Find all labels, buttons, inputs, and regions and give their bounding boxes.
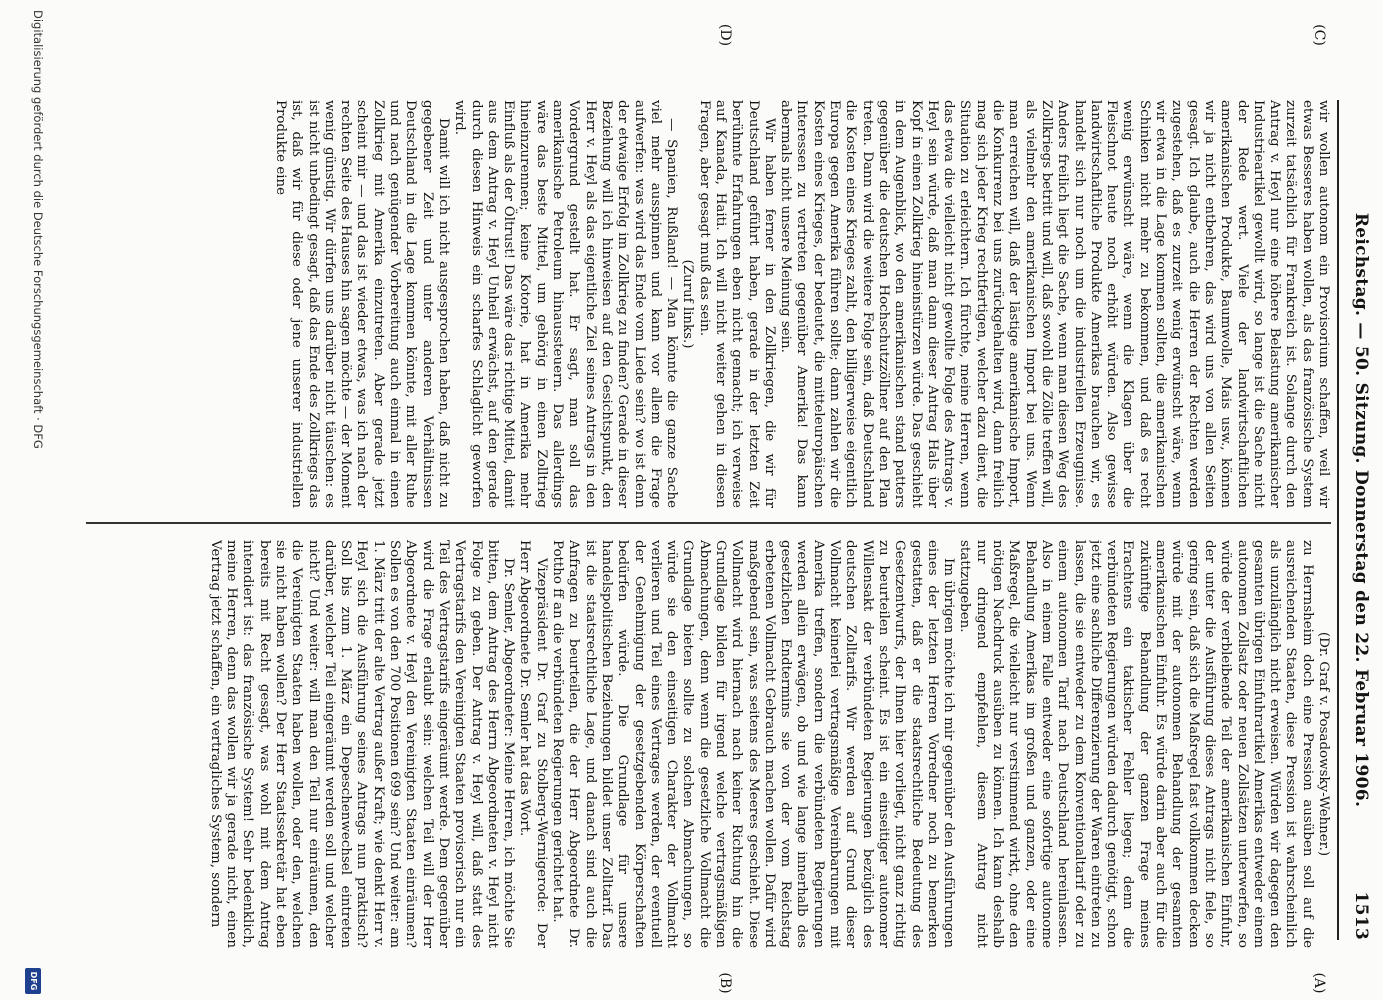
paragraph: (Zuruf links.) xyxy=(680,259,696,349)
paragraph: Damit will ich nicht ausgesprochen haben, daß nicht zu gegebener Zeit und unter anderen Verhältnissen Deutschland in die Lage kommen könnte, mit aller Ruhe und nach genügender Vorbereitung auch einmal in einen Zollkrieg mit Amerika einzutreten. Aber gerade jetzt scheint mir — und das ist wieder etwas, was ich nach der rechten Seite des Hauses hin sagen möchte — der Moment wenig günstig. Wir dürfen uns darüber nicht täuschen: es ist nicht unbedingt gesagt, daß das Ende des Zollkriegs das ist, daß wir für diese oder jene unserer industriellen Produkte eine xyxy=(273,100,451,508)
margin-letter-d: (D) xyxy=(717,23,733,47)
running-head xyxy=(1339,80,1375,940)
paragraph: Vizepräsident Dr. Graf zu Stolberg-Wernigerode: Der Herr Abgeordnete Dr. Semler hat das Wort. xyxy=(517,540,549,948)
paragraph: — Spanien, Rußland! — Man könnte die ganze Sache viel mehr ausspinnen und kann vor allem die Frage aufwerfen: was wird das Ende vom Liede sein? wo ist denn der etwaige Erfolg im Zollkrieg zu finden? Gerade in dieser Beziehung will ich hinweisen auf den Gesichtspunkt, den Herr v. Heyl als das eigentliche Ziel seines Antrags in den Vordergrund gestellt hat. Er sagt, man soll das amerikanische Petroleum hinaussteuern. Das allerdings wäre das beste Mittel, um gehörig in einen Zolltrieg hineinzurennen; keine Kotorie, hat in Amerika mehr Einfluß als der Öltrust! Das wäre das richtige Mittel, damit aus dem Antrag v. Heyl Unheil erwächst, auf den gerade durch diesen Hinweis ein scharfes Schlaglicht geworfen wird. xyxy=(452,100,680,508)
margin-letter-b: (B) xyxy=(717,972,733,994)
margin-letter-a: (A) xyxy=(1311,972,1327,994)
page-title: Reichstag. — 50. Sitzung. Donnerstag den 22. Februar 1906. xyxy=(1351,212,1371,808)
paragraph: Im übrigen möchte ich mir gegenüber den Ausführungen eines der letzten Herren Vorredner noch zu bemerken gestatten, daß er die staatsrechtliche Bedeutung des Gesetzentwurfs, der Ihnen hier vorliegt, nicht ganz richtig zu beurteilen scheint. Es ist ein einseitiger autonomer Willensakt der verbündeten Regierungen bezüglich des deutschen Zolltarifs. Wir werden auf Grund dieser Vollmacht keinerlei vertragsmäßige Vereinbarungen mit Amerika treffen, sondern die verbündeten Regierungen werden allein erwägen, ob und wie lange innerhalb des gesetzlichen Endtermins sie von der vom Reichstag erbetenen Vollmacht Gebrauch machen wollen. Dafür wird maßgebend sein, was seitens des Meeres geschieht. Diese Vollmacht wird hiernach nach keiner Richtung hin die Grundlage bilden für irgend welche vertragsmäßigen Abmachungen, denn wenn die gesetzliche Vollmacht die Grundlage bieten sollte zu solchen Abmachungen, so würde sie den einseitigen Charakter der Vollmacht verlieren und Teil eines Vertrages werden, der eventuell der Genehmigung der gesetzgebenden Körperschaften bedürfen würde. Die Grundlage für unsere handelspolitischen Beziehungen bildet unser Zolltarif. Das ist die staatsrechtliche Lage, und danach sind auch die Anfragen zu beurteilen, die der Herr Abgeordnete Dr. Pottho ff an die verbündeten Regierungen gerichtet hat. xyxy=(550,540,957,948)
paragraph: (Dr. Graf v. Posadowsky-Wehner.) xyxy=(1316,631,1331,857)
paragraph: Wir haben ferner in den Zollkriegen, die wir für Deutschland geführt haben, gerade in der letzten Zeit berühmte Erfahrungen eben nicht gemacht; ich verweise auf Kanada, Haiti. Ich will nicht weiter gehen in diesen Fragen, aber gesagt muß das sein. xyxy=(696,100,777,508)
dfg-logo: DFG xyxy=(25,968,41,994)
funding-note: Digitalisierung gefördert durch die Deutsche Forschungsgemeinschaft · DFG xyxy=(31,10,45,449)
right-column xyxy=(86,100,1331,508)
column-divider xyxy=(86,522,1331,524)
header-rule xyxy=(1337,100,1339,940)
paragraph: Dr. Semler, Abgeordneter: Meine Herren, ich möchte Sie bitten, dem Antrag des Herrn Abgeordneten v. Heyl nicht Folge zu geben. Der Antrag v. Heyl will, daß statt des Vertragstarifs den Vereinigten Staaten provisorisch nur ein Teil des Vertragstarifs eingeräumt werde. Dem gegenüber wird die Frage erlaubt sein: welchen Teil will der Herr Abgeordnete v. Heyl den Vereinigten Staaten einräumen? Sollen es von den 700 Positionen 699 sein? Und weiter: am 1. März tritt der alte Vertrag außer Kraft; wie denkt Herr v. Heyl sich die Ausführung seines Antrags nun praktisch? Soll bis zum 1. März ein Depeschenwechsel eintreten darüber, welcher Teil eingeräumt werden soll und welcher nicht? Und weiter: will man den Teil nur einräumen, den die Vereinigten Staaten haben wollen, oder den, welchen sie nicht haben wollen? Der Herr Staatssekretär hat eben bereits mit Recht gesagt, was wohl mit dem Antrag intendiert ist: das französische System! Sehr bedenklich, meine Herren, denn das wollen wir ja gerade nicht, einen Vertrag jetzt schaffen, ein vertragliches System, sondern xyxy=(207,540,517,948)
left-column xyxy=(86,540,1331,948)
margin-letter-c: (C) xyxy=(1311,24,1327,46)
page-number: 1513 xyxy=(1351,891,1371,940)
paragraph: wir wollen autonom ein Provisorium schaffen, weil wir etwas Besseres haben wollen, als das französische System zurzeit tatsächlich für Frankreich ist. Solange durch den Antrag v. Heyl nur eine höhere Belastung amerikanischer Industrieartikel gewollt wird, so lange ist die Sache nicht der Rede wert. Viele der landwirtschaftlichen amerikanischen Produkte, Baumwolle, Mais usw., können wir ja nicht entbehren, das wird uns von allen Seiten gesagt. Ich glaube, auch die Herren der Rechten werden zugestehen, daß es zurzeit wenig erwünscht wäre, wenn wir etwa in die Lage kommen sollten, die amerikanischen Schinken nicht mehr zu bekommen, und daß es recht wenig erwünscht wäre, wenn die Klagen über die Fleischnot heute noch erhöht würden. Also gewisse landwirtschaftliche Produkte Amerikas brauchen wir, es handelt sich nur noch um die industriellen Erzeugnisse. Anders freilich liegt die Sache, wenn man diesen Weg des Zollkriegs betritt und will, daß sowohl die Zölle treffen will, als vielmehr den amerikanischen Import bei uns. Wenn man erreichen will, daß der lästige amerikanische Import, die Konkurrenz bei uns zurückgehalten wird, dann freilich mag sich jeder Krieg rechtfertigen, welcher dazu dient, die Situation zu erleichtern. Ich fürchte, meine Herren, wenn das etwa die vielleicht nicht gewollte Folge des Antrags v. Heyl sein würde, daß man dann dieser Antrag Hals über Kopf in einen Zollkrieg hineinstürzen würde. Das geschieht in dem Augenblick, wo den amerikanischen stand patters gegenüber die deutschen Hochschutzzöllner auf den Plan treten. Dann wird die weitere Folge sein, daß Deutschland die Kosten eines Krieges zahlt, den billigerweise eigentlich Europa gegen Amerika führen sollte; dann zahlen wir die Kosten eines Krieges, der bedeutet, die mitteleuropäischen Interessen zu vertreten gegenüber Amerika! Das kann abermals nicht unsere Meinung sein. xyxy=(778,100,1331,508)
paragraph: zu Herrnsheim doch eine Pression ausüben soll auf die ausreichenden Staaten, diese Pression ist wahrscheinlich als unzulänglich nicht erweisen. Würden wir dagegen den gesamten übrigen Einfuhrartikel Amerikas entweder einem autonomen Zollsatz oder neuen Zollsätzen unterwerfen, so würde der verbleibende Teil der amerikanischen Einfuhr, der unter die Ausführung dieses Antrags nicht fiele, so gering sein, daß sich die Maßregel fast vollkommen decken würde mit der autonomen Behandlung der gesamten amerikanischen Einfuhr. Es würde darin aber auch für die zukünftige Behandlung der ganzen Frage meines Erachtens ein taktischer Fehler liegen; denn die verbündeten Regierungen würden dadurch genötigt, schon jetzt eine sachliche Differenzierung der Waren eintreten zu lassen, die sie entweder zu dem Konventionaltarif oder zu einem autonomen Tarif nach Deutschland hereinlassen. Also in einem Falle entweder eine sofortige autonome Behandlung Amerikas im großen und ganzen, oder eine Maßregel, die vielleicht nur verstimmend wirkt, ohne den nötigen Nachdruck ausüben zu können. Ich kann deshalb nur dringend empfehlen, diesem Antrag nicht stattzugeben. xyxy=(957,540,1315,948)
